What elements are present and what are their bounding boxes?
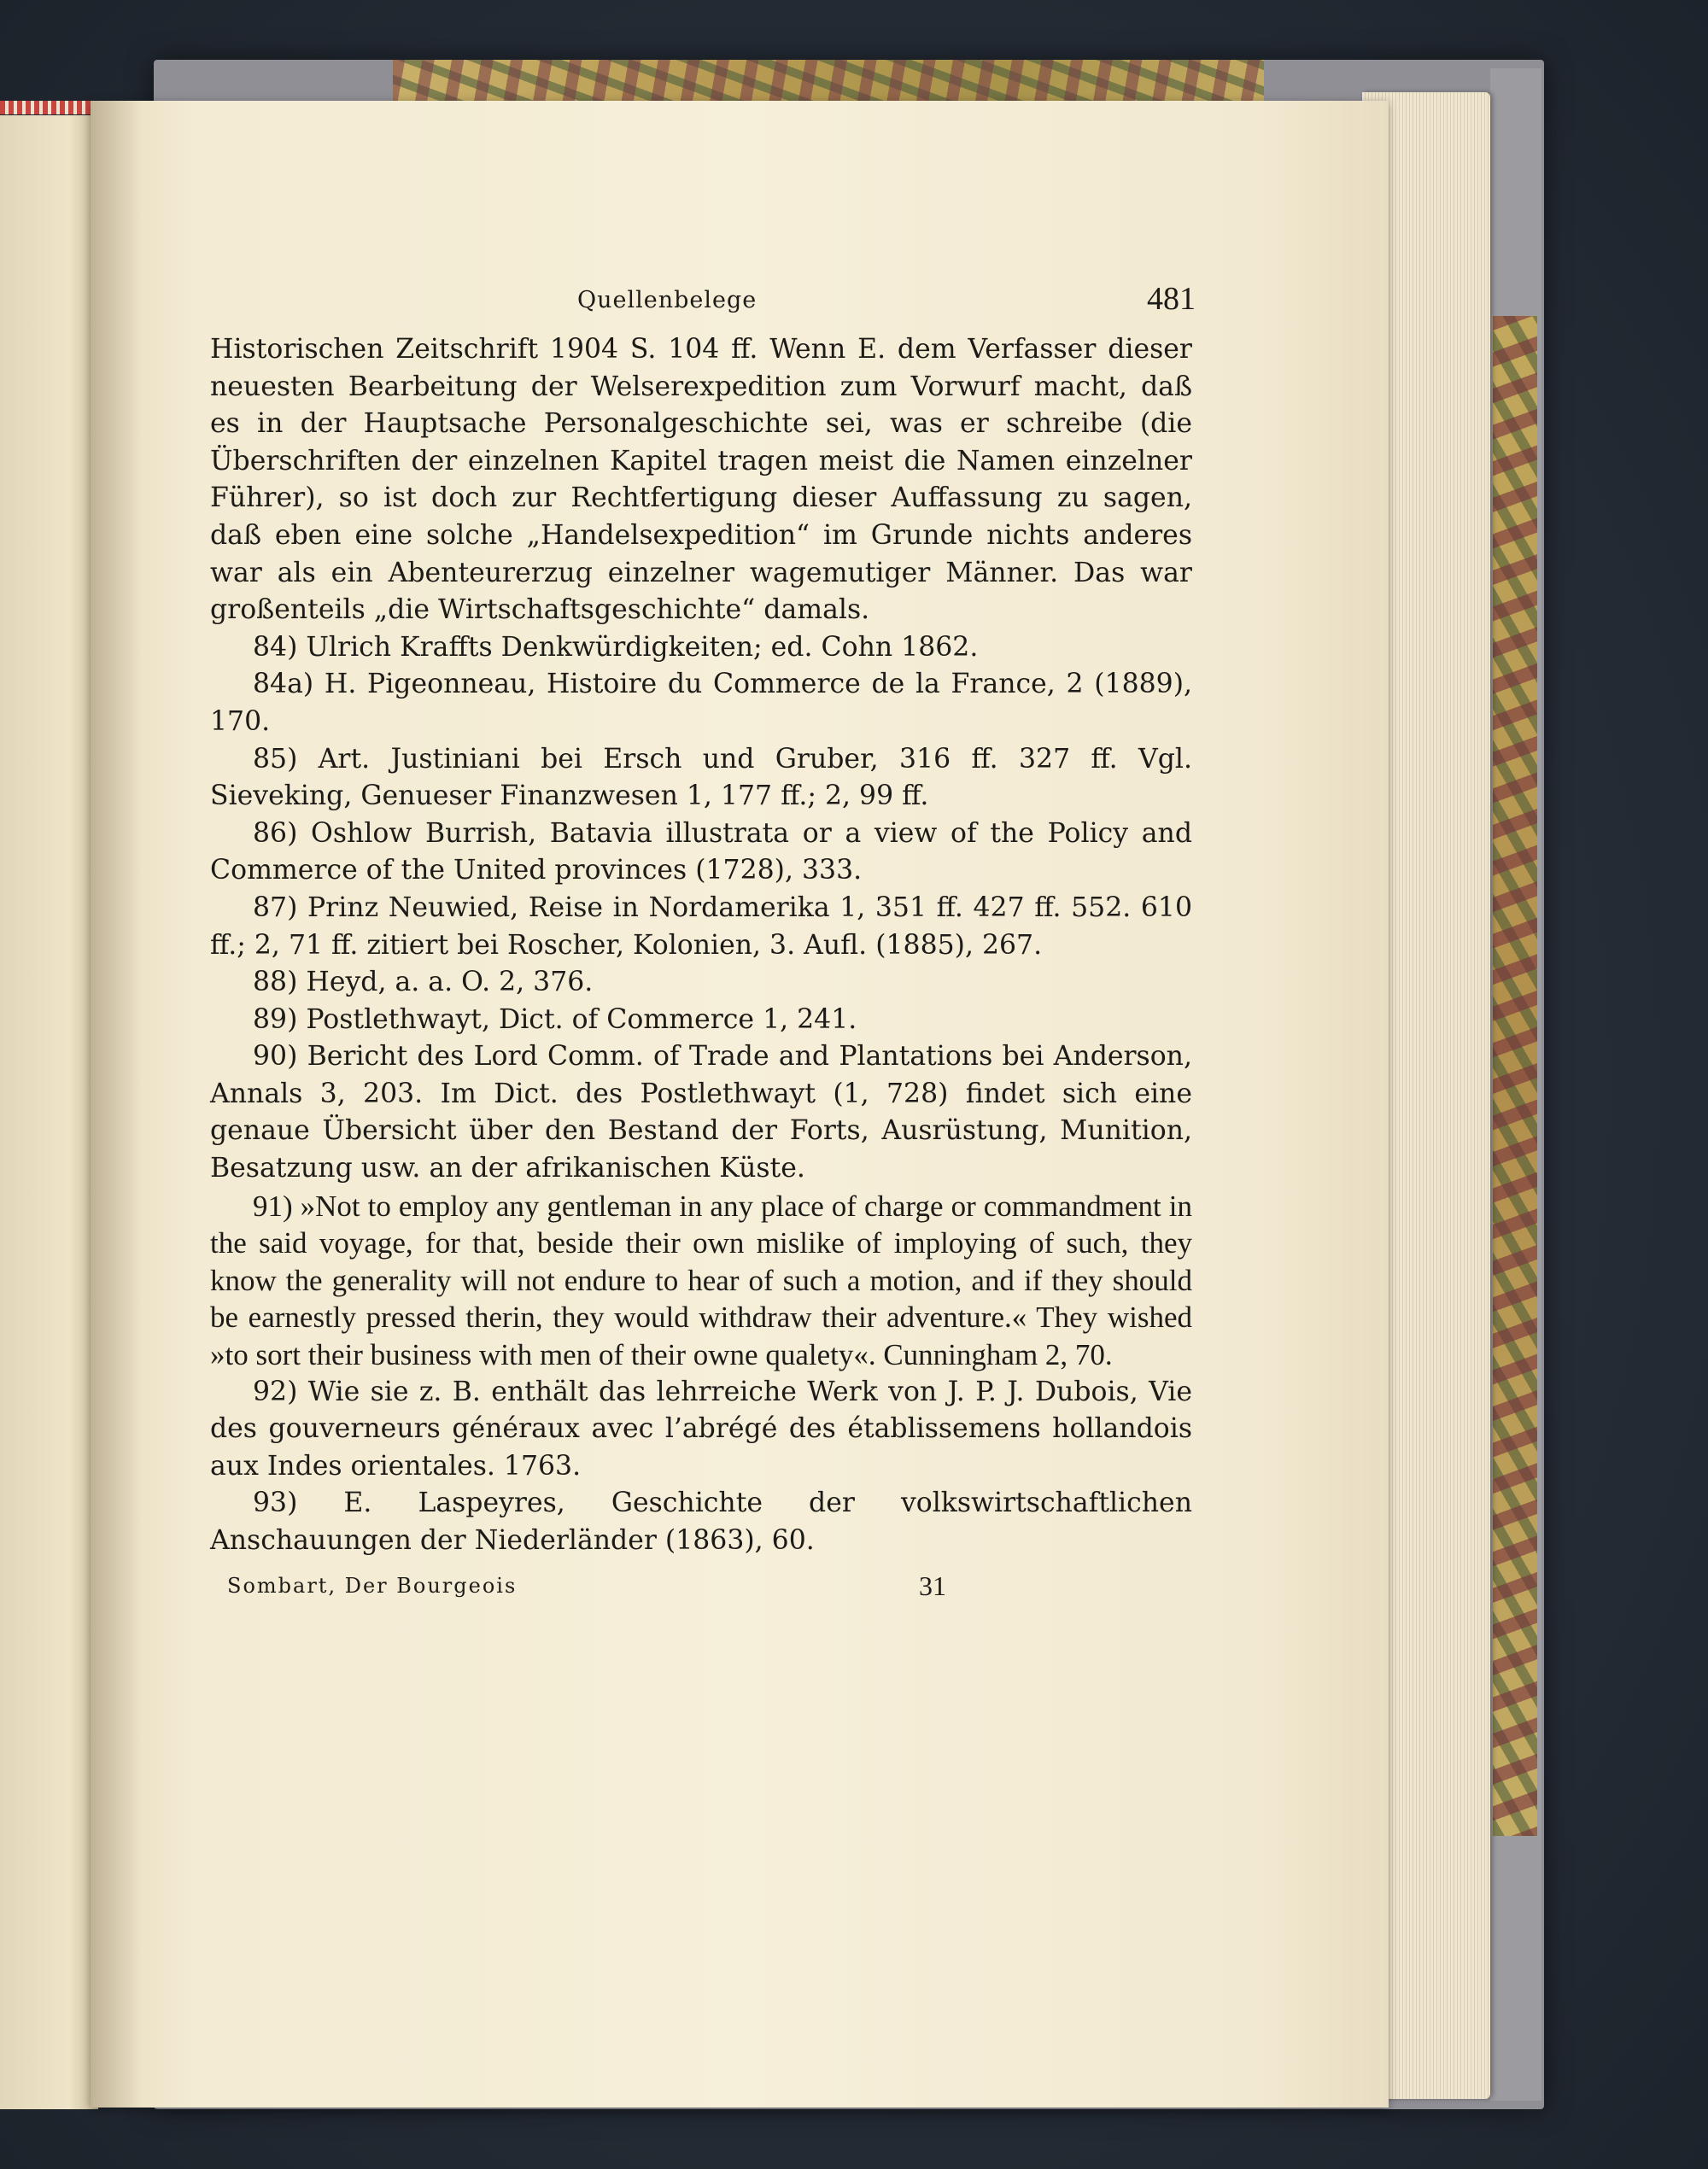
- endnote-86: 86) Oshlow Burrish, Batavia illustrata or a view of the Policy and Commerce of the United provinces (1728), 333.: [210, 817, 1192, 886]
- running-head: [210, 272, 1196, 331]
- endnote-88: 88) Heyd, a. a. O. 2, 376.: [253, 967, 594, 998]
- book-page: [91, 101, 1389, 2108]
- paragraph: Historischen Zeitschrift 1904 S. 104 ff. Wenn E. dem Verfasser dieser neuesten Bearbeitung der Welserexpedition zum Vorwurf macht, daß es in der Hauptsache Personalgeschichte sei, was er schreibe (die Überschriften der einzelnen Kapitel tragen meist die Namen einzelner Führer), so ist doch zur Rechtfertigung dieser Auffassung zu sagen, daß eben eine solche „Handelsexpedition“ im Grunde nichts anderes war als ein Abenteurerzug einzelner wagemutiger Männer. Das war großenteils „die Wirtschaftsgeschichte“ damals.: [210, 334, 1192, 626]
- sheet-number: 31: [919, 1570, 946, 1601]
- facing-page: [0, 115, 98, 2109]
- page-number: 481: [1147, 281, 1196, 317]
- marbled-side-edge: [1493, 316, 1537, 1836]
- endnote-89: 89) Postlethwayt, Dict. of Commerce 1, 241.: [253, 1003, 857, 1035]
- endnote-84: 84) Ulrich Kraffts Denkwürdigkeiten; ed. Cohn 1862.: [253, 631, 979, 663]
- printer-signature: Sombart, Der Bourgeois: [227, 1573, 518, 1598]
- endnotes-body: [210, 331, 1192, 1560]
- text-block: [210, 272, 1196, 1608]
- running-head-title: Quellenbelege: [577, 287, 757, 313]
- endnote-93: 93) E. Laspeyres, Geschichte der volkswirtschaftlichen Anschauungen der Niederländer (1863), 60.: [210, 1488, 1192, 1556]
- endnote-91: 91) »Not to employ any gentleman in any place of charge or commandment in the said voyage, for that, beside their own mislike of imploying of such, they know the generality will not endure to hear of such a motion, and if they should be earnestly pressed therin, they would withdraw their adventure.« They wished »to sort their business with men of their owne qualety«. Cunningham 2, 70.: [210, 1189, 1192, 1372]
- endnote-84a: 84a) H. Pigeonneau, Histoire du Commerce de la France, 2 (1889), 170.: [210, 669, 1192, 737]
- endnote-92: 92) Wie sie z. B. enthält das lehrreiche Werk von J. P. J. Dubois, Vie des gouverneurs généraux avec l’abrégé des établissemens hollandois aux Indes orientales. 1763.: [210, 1376, 1192, 1482]
- gutter-shadow: [91, 101, 142, 2108]
- endnote-87: 87) Prinz Neuwied, Reise in Nordamerika 1, 351 ff. 427 ff. 552. 610 ff.; 2, 71 ff. zitiert bei Roscher, Kolonien, 3. Aufl. (1885), 267.: [210, 892, 1192, 961]
- page-footer: [210, 1565, 1192, 1608]
- endnote-90: 90) Bericht des Lord Comm. of Trade and Plantations bei Anderson, Annals 3, 203. Im Dict. des Postlethwayt (1, 728) findet sich eine genaue Übersicht über den Bestand der Forts, Ausrüstung, Munition, Besatzung usw. an der afrikanischen Küste.: [210, 1041, 1192, 1184]
- endnote-85: 85) Art. Justiniani bei Ersch und Gruber, 316 ff. 327 ff. Vgl. Sieveking, Genueser Finanzwesen 1, 177 ff.; 2, 99 ff.: [210, 743, 1192, 812]
